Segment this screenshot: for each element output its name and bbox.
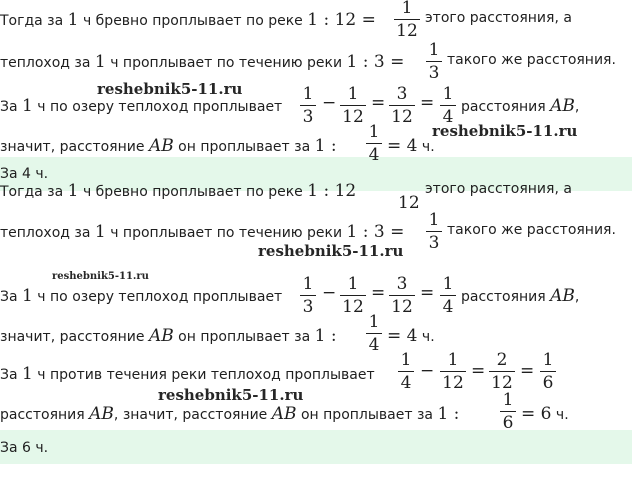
- text-line: значит, расстояние AB он проплывает за 1 :: [0, 136, 337, 156]
- text-line: этого расстояния, а: [425, 10, 572, 26]
- text-line: = 4 ч.: [387, 136, 435, 156]
- watermark: reshebnik5-11.ru: [52, 271, 149, 282]
- text-line: значит, расстояние AB он проплывает за 1 :: [0, 326, 337, 346]
- minus-sign: −: [322, 283, 337, 303]
- watermark: reshebnik5-11.ru: [432, 122, 578, 140]
- text-line: такого же расстояния.: [447, 222, 616, 238]
- equals-sign: =: [471, 361, 486, 381]
- watermark: reshebnik5-11.ru: [258, 242, 404, 260]
- text-line: За 1 ч по озеру теплоход проплывает: [0, 286, 283, 306]
- minus-sign: −: [420, 361, 435, 381]
- text-line: = 4 ч.: [387, 326, 435, 346]
- answer-band-2: [0, 430, 632, 464]
- text-line: расстояния AB,: [461, 286, 580, 306]
- equals-sign: =: [420, 283, 435, 303]
- text-line: За 1 ч по озеру теплоход проплывает: [0, 96, 283, 116]
- equals-sign: =: [520, 361, 535, 381]
- equals-sign: =: [371, 283, 386, 303]
- text-line: этого расстояния, а: [425, 181, 572, 197]
- text-line: теплоход за 1 ч проплывает по течению реки 1 : 3 =: [0, 52, 405, 72]
- text-line: Тогда за 1 ч бревно проплывает по реке 1 : 12: [0, 181, 357, 201]
- text-line: теплоход за 1 ч проплывает по течению реки 1 : 3 =: [0, 222, 405, 242]
- answer-text: За 4 ч.: [0, 166, 49, 182]
- text-line: расстояния AB,: [461, 96, 580, 116]
- minus-sign: −: [322, 93, 337, 113]
- equals-sign: =: [371, 93, 386, 113]
- watermark: reshebnik5-11.ru: [97, 80, 243, 98]
- text-line: За 1 ч против течения реки теплоход проплывает: [0, 364, 375, 384]
- answer-text: За 6 ч.: [0, 440, 49, 456]
- text-line: Тогда за 1 ч бревно проплывает по реке 1 : 12 =: [0, 10, 376, 30]
- text-line: такого же расстояния.: [447, 52, 616, 68]
- equals-sign: =: [420, 93, 435, 113]
- text-line: расстояния AB, значит, расстояние AB он проплывает за 1 :: [0, 404, 460, 424]
- text-line: = 6 ч.: [521, 404, 569, 424]
- fraction-denominator: 12: [398, 193, 420, 213]
- watermark: reshebnik5-11.ru: [158, 386, 304, 404]
